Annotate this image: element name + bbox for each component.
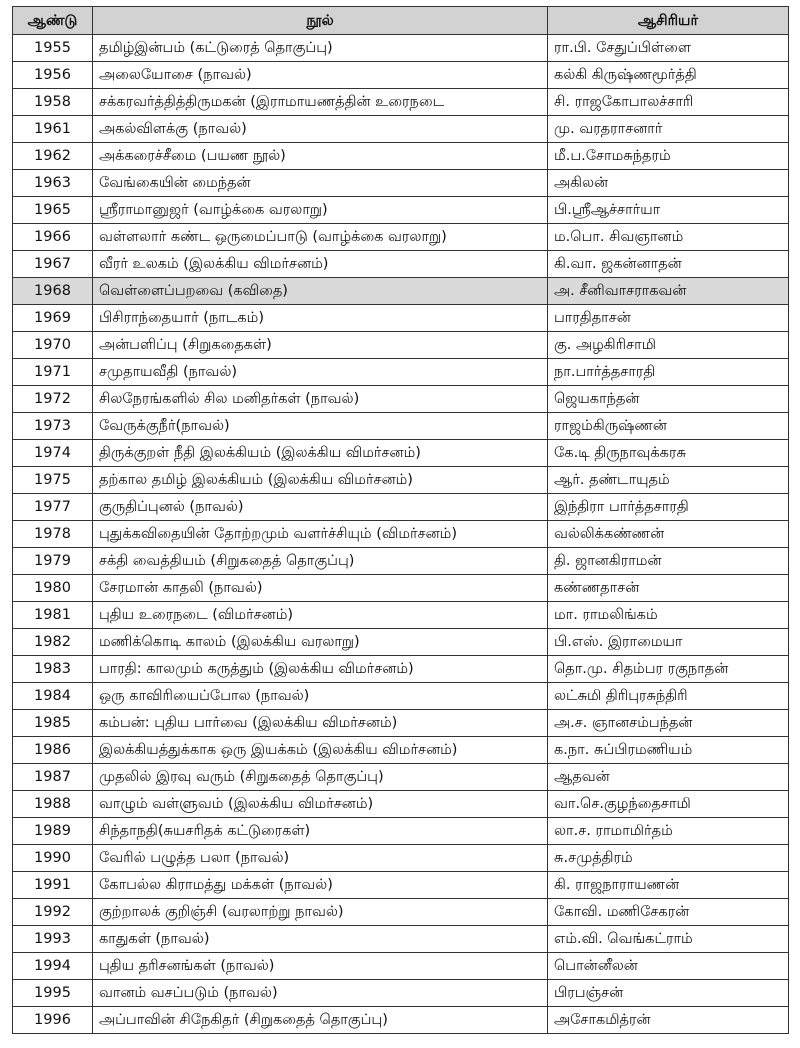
year-cell: 1958 (13, 89, 93, 116)
awards-table (12, 6, 789, 1034)
table-row (13, 818, 789, 845)
year-cell: 1981 (13, 602, 93, 629)
author-cell: ராஜம்கிருஷ்ணன் (548, 413, 789, 440)
book-title-cell: குற்றாலக் குறிஞ்சி (வரலாற்று நாவல்) (93, 899, 548, 926)
author-cell: அகிலன் (548, 170, 789, 197)
table-row (13, 89, 789, 116)
table-row (13, 467, 789, 494)
author-cell: சு.சமுத்திரம் (548, 845, 789, 872)
year-cell: 1977 (13, 494, 93, 521)
year-column-header: ஆண்டு (13, 7, 93, 35)
year-cell: 1956 (13, 62, 93, 89)
author-cell: பொன்னீலன் (548, 953, 789, 980)
author-cell: ஆர். தண்டாயுதம் (548, 467, 789, 494)
year-cell: 1974 (13, 440, 93, 467)
book-title-cell: சிலநேரங்களில் சில மனிதர்கள் (நாவல்) (93, 386, 548, 413)
book-title-cell: வெள்ளைப்பறவை (கவிதை) (93, 278, 548, 305)
table-row (13, 1007, 789, 1034)
author-cell: அ.ச. ஞானசம்பந்தன் (548, 710, 789, 737)
author-cell: இந்திரா பார்த்தசாரதி (548, 494, 789, 521)
year-cell: 1973 (13, 413, 93, 440)
table-row (13, 413, 789, 440)
year-cell: 1990 (13, 845, 93, 872)
author-cell: பாரதிதாசன் (548, 305, 789, 332)
year-cell: 1989 (13, 818, 93, 845)
book-column-header: நூல் (93, 7, 548, 35)
book-title-cell: காதுகள் (நாவல்) (93, 926, 548, 953)
year-cell: 1986 (13, 737, 93, 764)
table-row (13, 953, 789, 980)
table-header (13, 7, 789, 35)
year-cell: 1983 (13, 656, 93, 683)
author-cell: வா.செ.குழந்தைசாமி (548, 791, 789, 818)
book-title-cell: வாழும் வள்ளுவம் (இலக்கிய விமர்சனம்) (93, 791, 548, 818)
book-title-cell: வேருக்குநீர்(நாவல்) (93, 413, 548, 440)
year-cell: 1975 (13, 467, 93, 494)
book-title-cell: புதுக்கவிதையின் தோற்றமும் வளர்ச்சியும் (விமர்சனம்) (93, 521, 548, 548)
book-title-cell: வானம் வசப்படும் (நாவல்) (93, 980, 548, 1007)
author-cell: தொ.மு. சிதம்பர ரகுநாதன் (548, 656, 789, 683)
table-row (13, 926, 789, 953)
author-cell: சி. ராஜகோபாலச்சாரி (548, 89, 789, 116)
table-body (13, 35, 789, 1034)
table-row (13, 278, 789, 305)
year-cell: 1993 (13, 926, 93, 953)
year-cell: 1955 (13, 35, 93, 62)
year-cell: 1978 (13, 521, 93, 548)
table-row (13, 737, 789, 764)
year-cell: 1969 (13, 305, 93, 332)
author-column-header: ஆசிரியர் (548, 7, 789, 35)
author-cell: கி. ராஜநாராயணன் (548, 872, 789, 899)
year-cell: 1979 (13, 548, 93, 575)
year-cell: 1985 (13, 710, 93, 737)
table-row (13, 710, 789, 737)
author-cell: லட்சுமி திரிபுரசுந்திரி (548, 683, 789, 710)
year-cell: 1994 (13, 953, 93, 980)
book-title-cell: சேரமான் காதலி (நாவல்) (93, 575, 548, 602)
book-title-cell: தற்கால தமிழ் இலக்கியம் (இலக்கிய விமர்சனம்) (93, 467, 548, 494)
book-title-cell: வேரில் பழுத்த பலா (நாவல்) (93, 845, 548, 872)
year-cell: 1987 (13, 764, 93, 791)
author-cell: வல்லிக்கண்ணன் (548, 521, 789, 548)
table-row (13, 791, 789, 818)
author-cell: அ. சீனிவாசராகவன் (548, 278, 789, 305)
year-cell: 1972 (13, 386, 93, 413)
table-row (13, 548, 789, 575)
book-title-cell: சிந்தாநதி(சுயசரிதக் கட்டுரைகள்) (93, 818, 548, 845)
book-title-cell: வீரர் உலகம் (இலக்கிய விமர்சனம்) (93, 251, 548, 278)
table-row (13, 494, 789, 521)
author-cell: எம்.வி. வெங்கட்ராம் (548, 926, 789, 953)
author-cell: நா.பார்த்தசாரதி (548, 359, 789, 386)
year-cell: 1971 (13, 359, 93, 386)
author-cell: கோவி. மணிசேகரன் (548, 899, 789, 926)
author-cell: கு. அழகிரிசாமி (548, 332, 789, 359)
table-row (13, 521, 789, 548)
year-cell: 1992 (13, 899, 93, 926)
year-cell: 1965 (13, 197, 93, 224)
book-title-cell: அலையோசை (நாவல்) (93, 62, 548, 89)
table-row (13, 602, 789, 629)
table-row (13, 116, 789, 143)
year-cell: 1966 (13, 224, 93, 251)
book-title-cell: புதிய தரிசனங்கள் (நாவல்) (93, 953, 548, 980)
author-cell: பி.எஸ். இராமையா (548, 629, 789, 656)
year-cell: 1962 (13, 143, 93, 170)
author-cell: கி.வா. ஜகன்னாதன் (548, 251, 789, 278)
table-row (13, 440, 789, 467)
table-row (13, 251, 789, 278)
author-cell: க.நா. சுப்பிரமணியம் (548, 737, 789, 764)
year-cell: 1996 (13, 1007, 93, 1034)
year-cell: 1991 (13, 872, 93, 899)
author-cell: தி. ஜானகிராமன் (548, 548, 789, 575)
table-row (13, 305, 789, 332)
book-title-cell: கம்பன்: புதிய பார்வை (இலக்கிய விமர்சனம்) (93, 710, 548, 737)
book-title-cell: இலக்கியத்துக்காக ஒரு இயக்கம் (இலக்கிய விமர்சனம்) (93, 737, 548, 764)
book-title-cell: வேங்கையின் மைந்தன் (93, 170, 548, 197)
author-cell: மு. வரதராசனார் (548, 116, 789, 143)
table-row (13, 683, 789, 710)
author-cell: பிரபஞ்சன் (548, 980, 789, 1007)
author-cell: ஆதவன் (548, 764, 789, 791)
year-cell: 1980 (13, 575, 93, 602)
author-cell: ரா.பி. சேதுப்பிள்ளை (548, 35, 789, 62)
table-row (13, 332, 789, 359)
book-title-cell: அகல்விளக்கு (நாவல்) (93, 116, 548, 143)
book-title-cell: கோபல்ல கிராமத்து மக்கள் (நாவல்) (93, 872, 548, 899)
table-row (13, 656, 789, 683)
author-cell: அசோகமித்ரன் (548, 1007, 789, 1034)
table-row (13, 629, 789, 656)
book-title-cell: பாரதி: காலமும் கருத்தும் (இலக்கிய விமர்சனம்) (93, 656, 548, 683)
table-row (13, 764, 789, 791)
table-row (13, 845, 789, 872)
book-title-cell: முதலில் இரவு வரும் (சிறுகதைத் தொகுப்பு) (93, 764, 548, 791)
table-row (13, 62, 789, 89)
book-title-cell: குருதிப்புனல் (நாவல்) (93, 494, 548, 521)
table-row (13, 35, 789, 62)
table-row (13, 143, 789, 170)
year-cell: 1967 (13, 251, 93, 278)
author-cell: ம.பொ. சிவஞானம் (548, 224, 789, 251)
year-cell: 1968 (13, 278, 93, 305)
author-cell: லா.ச. ராமாமிர்தம் (548, 818, 789, 845)
table-row (13, 170, 789, 197)
year-cell: 1984 (13, 683, 93, 710)
book-title-cell: ஒரு காவிரியைப்போல (நாவல்) (93, 683, 548, 710)
year-cell: 1995 (13, 980, 93, 1007)
book-title-cell: அன்பளிப்பு (சிறுகதைகள்) (93, 332, 548, 359)
book-title-cell: வள்ளலார் கண்ட ஒருமைப்பாடு (வாழ்க்கை வரலாறு) (93, 224, 548, 251)
table-row (13, 899, 789, 926)
table-row (13, 197, 789, 224)
book-title-cell: சமுதாயவீதி (நாவல்) (93, 359, 548, 386)
author-cell: கே.டி திருநாவுக்கரசு (548, 440, 789, 467)
book-title-cell: மணிக்கொடி காலம் (இலக்கிய வரலாறு) (93, 629, 548, 656)
year-cell: 1970 (13, 332, 93, 359)
table-row (13, 980, 789, 1007)
author-cell: கல்கி கிருஷ்ணமூர்த்தி (548, 62, 789, 89)
book-title-cell: திருக்குறள் நீதி இலக்கியம் (இலக்கிய விமர்சனம்) (93, 440, 548, 467)
author-cell: பி.ஸ்ரீஆச்சார்யா (548, 197, 789, 224)
header-row (13, 7, 789, 35)
table-row (13, 872, 789, 899)
book-title-cell: சக்கரவர்த்தித்திருமகன் (இராமாயணத்தின் உரைநடை (93, 89, 548, 116)
author-cell: கண்ணதாசன் (548, 575, 789, 602)
year-cell: 1963 (13, 170, 93, 197)
table-row (13, 575, 789, 602)
table-row (13, 359, 789, 386)
book-title-cell: அப்பாவின் சிநேகிதர் (சிறுகதைத் தொகுப்பு) (93, 1007, 548, 1034)
author-cell: மா. ராமலிங்கம் (548, 602, 789, 629)
author-cell: மீ.ப.சோமசுந்தரம் (548, 143, 789, 170)
table-row (13, 224, 789, 251)
book-title-cell: தமிழ்இன்பம் (கட்டுரைத் தொகுப்பு) (93, 35, 548, 62)
book-title-cell: பிசிராந்தையார் (நாடகம்) (93, 305, 548, 332)
year-cell: 1988 (13, 791, 93, 818)
year-cell: 1982 (13, 629, 93, 656)
book-title-cell: அக்கரைச்சீமை (பயண நூல்) (93, 143, 548, 170)
book-title-cell: புதிய உரைநடை (விமர்சனம்) (93, 602, 548, 629)
book-title-cell: ஸ்ரீராமானுஜர் (வாழ்க்கை வரலாறு) (93, 197, 548, 224)
book-title-cell: சக்தி வைத்தியம் (சிறுகதைத் தொகுப்பு) (93, 548, 548, 575)
author-cell: ஜெயகாந்தன் (548, 386, 789, 413)
year-cell: 1961 (13, 116, 93, 143)
table-row (13, 386, 789, 413)
